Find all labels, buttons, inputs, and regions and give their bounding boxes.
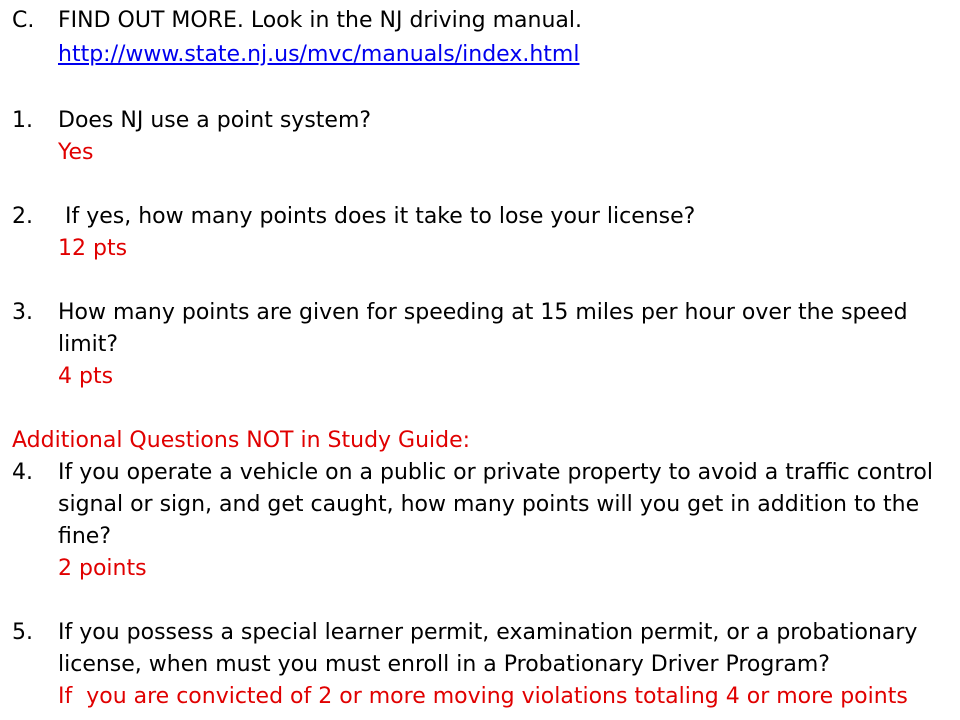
manual-link[interactable]: http://www.state.nj.us/mvc/manuals/index.html xyxy=(58,42,580,67)
question-text: If you operate a vehicle on a public or private property to avoid a traffic control xyxy=(58,460,933,485)
question-text: limit? xyxy=(58,332,119,357)
section-title: FIND OUT MORE. Look in the NJ driving manual. xyxy=(58,8,583,33)
question-text: license, when must you must enroll in a Probationary Driver Program? xyxy=(58,652,830,677)
question-text: signal or sign, and get caught, how many points will you get in addition to the xyxy=(58,492,920,517)
answer-text: 2 points xyxy=(58,556,147,581)
question-text: If yes, how many points does it take to lose your license? xyxy=(58,204,696,229)
question-number: 3. xyxy=(12,300,33,325)
answer-text: Yes xyxy=(58,140,94,165)
question-number: 5. xyxy=(12,620,33,645)
answer-text: If you are convicted of 2 or more moving violations totaling 4 or more points xyxy=(58,684,908,709)
question-number: 1. xyxy=(12,108,33,133)
question-text: fine? xyxy=(58,524,112,549)
question-text: Does NJ use a point system? xyxy=(58,108,372,133)
question-text: How many points are given for speeding at 15 miles per hour over the speed xyxy=(58,300,908,325)
answer-text: 4 pts xyxy=(58,364,114,389)
answer-text: 12 pts xyxy=(58,236,128,261)
additional-heading: Additional Questions NOT in Study Guide: xyxy=(12,428,471,453)
section-marker: C. xyxy=(12,8,35,33)
question-text: If you possess a special learner permit, examination permit, or a probationary xyxy=(58,620,918,645)
question-number: 4. xyxy=(12,460,33,485)
question-number: 2. xyxy=(12,204,33,229)
